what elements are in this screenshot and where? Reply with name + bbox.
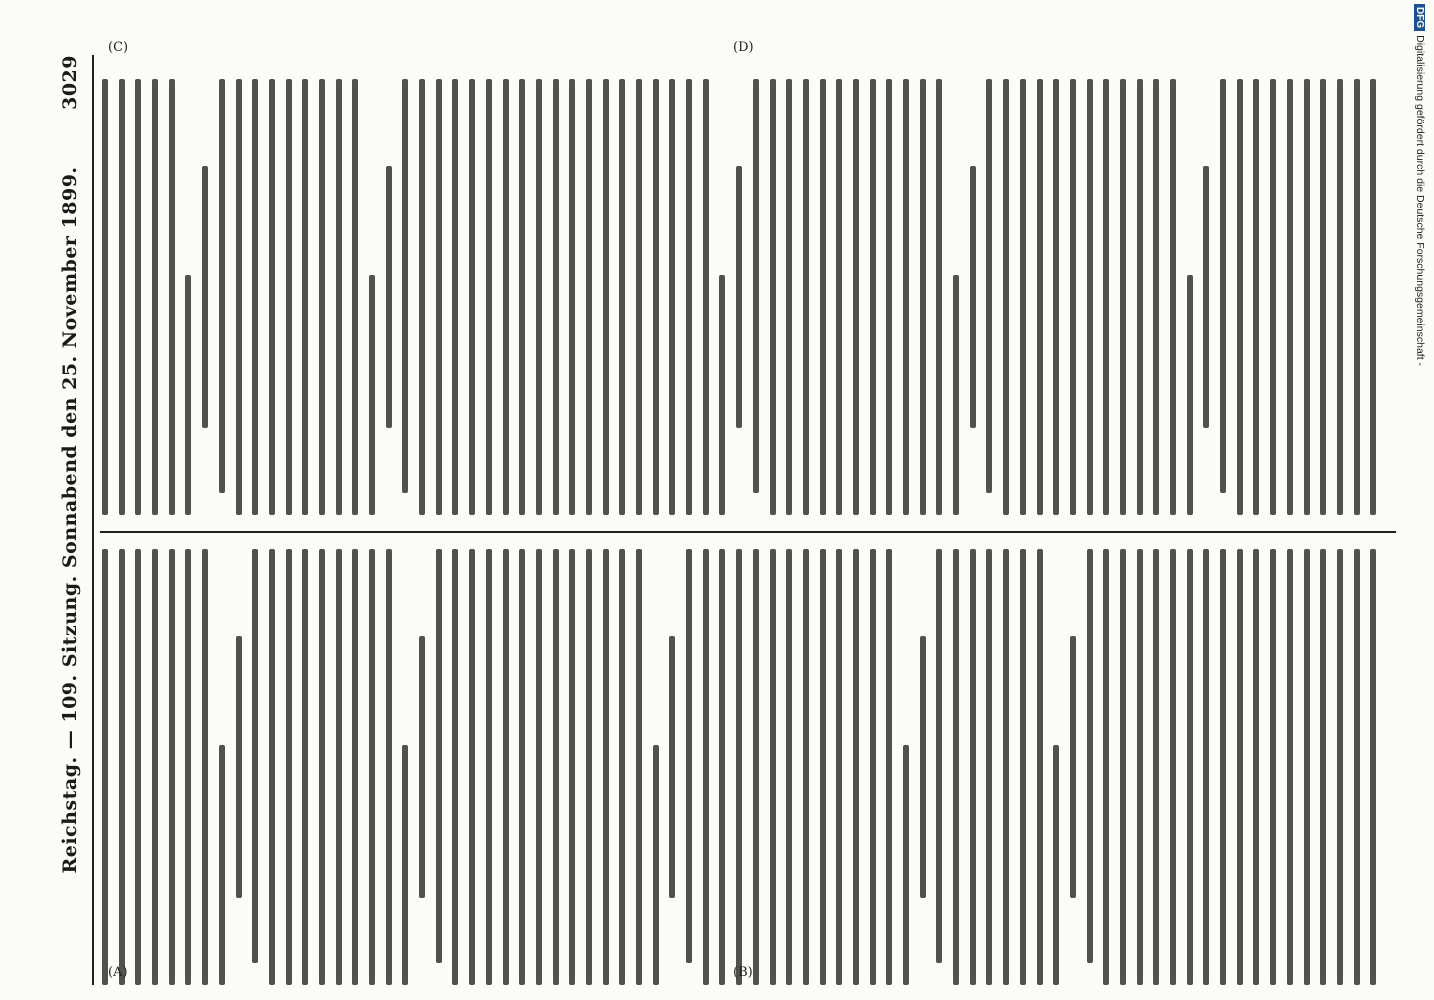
text-line-placeholder	[202, 166, 208, 428]
text-line-placeholder	[519, 79, 525, 515]
text-line-placeholder	[252, 549, 258, 963]
text-line-placeholder	[202, 549, 208, 985]
text-line-placeholder	[352, 79, 358, 515]
text-line-placeholder	[703, 79, 709, 515]
text-line-placeholder	[252, 79, 258, 515]
text-line-placeholder	[352, 549, 358, 985]
text-line-placeholder	[936, 79, 942, 515]
text-line-placeholder	[486, 79, 492, 515]
text-line-placeholder	[169, 79, 175, 515]
digitization-credit	[1406, 0, 1434, 1000]
text-line-placeholder	[1320, 79, 1326, 515]
text-line-placeholder	[986, 549, 992, 985]
text-line-placeholder	[970, 166, 976, 428]
text-line-placeholder	[219, 79, 225, 493]
rotated-page-content	[52, 55, 1402, 985]
text-line-placeholder	[653, 745, 659, 985]
text-line-placeholder	[1354, 549, 1360, 985]
text-line-placeholder	[1337, 79, 1343, 515]
text-line-placeholder	[603, 79, 609, 515]
text-line-placeholder	[820, 79, 826, 515]
text-line-placeholder	[986, 79, 992, 493]
page-number: 3029	[59, 55, 81, 110]
text-line-placeholder	[1137, 549, 1143, 985]
text-line-placeholder	[619, 79, 625, 515]
text-line-placeholder	[1103, 549, 1109, 985]
text-line-placeholder	[319, 549, 325, 985]
text-line-placeholder	[1120, 79, 1126, 515]
text-line-placeholder	[770, 79, 776, 515]
text-line-placeholder	[1037, 79, 1043, 515]
text-line-placeholder	[369, 275, 375, 515]
text-line-placeholder	[135, 79, 141, 515]
text-line-placeholder	[1070, 636, 1076, 898]
text-line-placeholder	[503, 79, 509, 515]
text-line-placeholder	[553, 79, 559, 515]
text-line-placeholder	[152, 549, 158, 985]
text-line-placeholder	[619, 549, 625, 985]
text-line-placeholder	[1003, 79, 1009, 515]
text-line-placeholder	[936, 549, 942, 963]
text-line-placeholder	[1370, 79, 1376, 515]
text-line-placeholder	[1170, 79, 1176, 515]
text-line-placeholder	[553, 549, 559, 985]
text-line-placeholder	[336, 79, 342, 515]
text-line-placeholder	[636, 79, 642, 515]
text-line-placeholder	[1187, 549, 1193, 985]
text-line-placeholder	[653, 79, 659, 515]
text-line-placeholder	[703, 549, 709, 985]
text-line-placeholder	[302, 79, 308, 515]
text-line-placeholder	[1337, 549, 1343, 985]
column-divider	[100, 531, 1396, 533]
text-line-placeholder	[586, 79, 592, 515]
text-line-placeholder	[302, 549, 308, 985]
text-line-placeholder	[1370, 549, 1376, 985]
text-line-placeholder	[770, 549, 776, 985]
text-line-placeholder	[469, 79, 475, 515]
text-line-placeholder	[903, 79, 909, 515]
text-line-placeholder	[486, 549, 492, 985]
text-line-placeholder	[536, 549, 542, 985]
text-line-placeholder	[319, 79, 325, 515]
text-line-placeholder	[219, 745, 225, 985]
text-line-placeholder	[436, 549, 442, 963]
text-line-placeholder	[836, 549, 842, 985]
text-line-placeholder	[953, 275, 959, 515]
text-line-placeholder	[119, 549, 125, 985]
text-line-placeholder	[586, 549, 592, 985]
text-line-placeholder	[402, 745, 408, 985]
text-line-placeholder	[903, 745, 909, 985]
text-line-placeholder	[1020, 79, 1026, 515]
text-line-placeholder	[686, 79, 692, 515]
page-title: Reichstag. — 109. Sitzung. Sonnabend den 25. November 1899.	[59, 166, 81, 874]
text-line-placeholder	[1354, 79, 1360, 515]
text-line-placeholder	[669, 79, 675, 515]
text-line-placeholder	[886, 549, 892, 985]
text-line-placeholder	[870, 549, 876, 985]
text-line-placeholder	[1137, 79, 1143, 515]
text-line-placeholder	[102, 549, 108, 985]
text-line-placeholder	[402, 79, 408, 493]
text-line-placeholder	[452, 79, 458, 515]
text-line-placeholder	[469, 549, 475, 985]
text-line-placeholder	[1170, 549, 1176, 985]
text-line-placeholder	[336, 549, 342, 985]
text-line-placeholder	[1304, 79, 1310, 515]
margin-letter-d: (D)	[733, 40, 754, 55]
text-line-placeholder	[152, 79, 158, 515]
text-line-placeholder	[920, 79, 926, 515]
text-line-placeholder	[719, 549, 725, 985]
text-line-placeholder	[1287, 79, 1293, 515]
text-line-placeholder	[519, 549, 525, 985]
text-line-placeholder	[1120, 549, 1126, 985]
text-line-placeholder	[569, 549, 575, 985]
margin-letter-a: (A)	[108, 965, 128, 980]
text-line-placeholder	[102, 79, 108, 515]
text-line-placeholder	[503, 549, 509, 985]
text-column-right	[102, 79, 1392, 515]
text-column-left	[102, 549, 1392, 985]
text-line-placeholder	[636, 549, 642, 985]
text-line-placeholder	[786, 79, 792, 515]
text-line-placeholder	[1203, 549, 1209, 985]
text-line-placeholder	[803, 79, 809, 515]
text-line-placeholder	[1237, 549, 1243, 985]
text-line-placeholder	[1053, 745, 1059, 985]
text-line-placeholder	[119, 79, 125, 515]
text-line-placeholder	[1003, 549, 1009, 985]
text-line-placeholder	[536, 79, 542, 515]
text-line-placeholder	[1220, 549, 1226, 985]
text-line-placeholder	[269, 79, 275, 515]
text-line-placeholder	[569, 79, 575, 515]
text-line-placeholder	[1220, 79, 1226, 493]
text-line-placeholder	[169, 549, 175, 985]
text-line-placeholder	[419, 636, 425, 898]
margin-letter-b: (B)	[733, 965, 753, 980]
text-line-placeholder	[603, 549, 609, 985]
text-line-placeholder	[1020, 549, 1026, 985]
margin-letter-c: (C)	[108, 40, 129, 55]
text-line-placeholder	[753, 549, 759, 985]
dfg-logo: DFG	[1414, 4, 1425, 31]
text-line-placeholder	[135, 549, 141, 985]
text-line-placeholder	[853, 549, 859, 985]
text-line-placeholder	[686, 549, 692, 963]
text-line-placeholder	[736, 166, 742, 428]
text-line-placeholder	[753, 79, 759, 493]
text-line-placeholder	[1287, 549, 1293, 985]
text-line-placeholder	[1053, 79, 1059, 515]
text-line-placeholder	[1103, 79, 1109, 515]
text-line-placeholder	[185, 549, 191, 985]
text-line-placeholder	[803, 549, 809, 985]
text-line-placeholder	[386, 166, 392, 428]
text-line-placeholder	[970, 549, 976, 985]
text-line-placeholder	[1253, 549, 1259, 985]
text-line-placeholder	[1087, 549, 1093, 963]
text-line-placeholder	[369, 549, 375, 985]
text-line-placeholder	[853, 79, 859, 515]
text-line-placeholder	[1037, 549, 1043, 985]
text-line-placeholder	[419, 79, 425, 515]
text-line-placeholder	[786, 549, 792, 985]
text-line-placeholder	[920, 636, 926, 898]
text-line-placeholder	[1187, 275, 1193, 515]
text-line-placeholder	[1270, 79, 1276, 515]
text-line-placeholder	[236, 79, 242, 515]
text-line-placeholder	[886, 79, 892, 515]
digitization-credit-text: Digitalisierung gefördert durch die Deutsche Forschungsgemeinschaft -	[1414, 35, 1426, 367]
text-line-placeholder	[836, 79, 842, 515]
text-line-placeholder	[820, 549, 826, 985]
text-line-placeholder	[1070, 79, 1076, 515]
header-rule	[92, 55, 94, 985]
text-line-placeholder	[719, 275, 725, 515]
text-line-placeholder	[452, 549, 458, 985]
text-line-placeholder	[1270, 549, 1276, 985]
text-line-placeholder	[286, 549, 292, 985]
text-line-placeholder	[1153, 79, 1159, 515]
text-line-placeholder	[736, 549, 742, 985]
page-header	[52, 55, 88, 985]
text-line-placeholder	[386, 549, 392, 985]
text-line-placeholder	[870, 79, 876, 515]
text-line-placeholder	[1304, 549, 1310, 985]
text-line-placeholder	[269, 549, 275, 985]
text-line-placeholder	[1253, 79, 1259, 515]
text-line-placeholder	[236, 636, 242, 898]
text-line-placeholder	[1320, 549, 1326, 985]
text-line-placeholder	[185, 275, 191, 515]
text-line-placeholder	[1087, 79, 1093, 515]
text-line-placeholder	[436, 79, 442, 515]
text-line-placeholder	[1237, 79, 1243, 515]
text-line-placeholder	[286, 79, 292, 515]
text-line-placeholder	[669, 636, 675, 898]
text-line-placeholder	[1203, 166, 1209, 428]
text-line-placeholder	[1153, 549, 1159, 985]
text-line-placeholder	[953, 549, 959, 985]
